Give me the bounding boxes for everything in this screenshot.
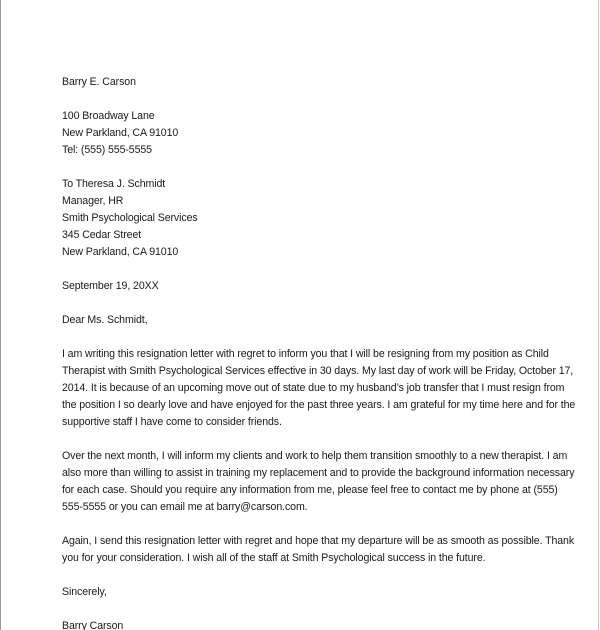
sender-address-line2: New Parkland, CA 91010: [62, 127, 179, 139]
spacer: [62, 431, 532, 448]
paragraph-line: Again, I send this resignation letter with regret and hope that my departure will be as smooth as possible. Thank: [62, 535, 575, 547]
salutation: Dear Ms. Schmidt,: [62, 314, 148, 326]
paragraph-line: also more than willing to assist in training my replacement and to provide the background information necessary: [62, 467, 575, 479]
paragraph-line: the position I so dearly love and have enjoyed for the past three years. I am grateful for my time here and for the: [62, 399, 576, 411]
spacer: [62, 329, 532, 346]
paragraph-line: you for your consideration. I wish all of the staff at Smith Psychological success in the future.: [62, 552, 486, 564]
spacer: [62, 91, 532, 108]
sender-name: Barry E. Carson: [62, 76, 136, 88]
body-paragraph-3: [62, 533, 575, 567]
paragraph-line: 2014. It is because of an upcoming move out of state due to my husband’s job transfer that I must resign from: [62, 382, 565, 394]
recipient-address-line2: New Parkland, CA 91010: [62, 246, 179, 258]
body-paragraph-1: [62, 346, 576, 431]
recipient-title: Manager, HR: [62, 195, 124, 207]
spacer: [62, 261, 532, 278]
sender-address-line1: 100 Broadway Lane: [62, 110, 155, 122]
closing: Sincerely,: [62, 586, 107, 598]
signature-name: Barry Carson: [62, 620, 124, 630]
paragraph-line: I am writing this resignation letter with regret to inform you that I will be resigning from my position as Child: [62, 348, 549, 360]
paragraph-line: for each case. Should you require any information from me, please feel free to contact me by phone at (555): [62, 484, 558, 496]
letter-body: [62, 74, 576, 630]
spacer: [62, 516, 532, 533]
paragraph-line: 555-5555 or you can email me at barry@carson.com.: [62, 501, 308, 513]
spacer: [62, 567, 532, 584]
spacer: [62, 601, 532, 618]
recipient-company: Smith Psychological Services: [62, 212, 198, 224]
spacer: [62, 295, 532, 312]
letter-date: September 19, 20XX: [62, 280, 159, 292]
sender-phone: Tel: (555) 555-5555: [62, 144, 152, 156]
paragraph-line: Over the next month, I will inform my clients and work to help them transition smoothly to a new therapist. I am: [62, 450, 568, 462]
page-left-edge: [0, 0, 1, 630]
recipient-name: To Theresa J. Schmidt: [62, 178, 166, 190]
paragraph-line: Therapist with Smith Psychological Services effective in 30 days. My last day of work will be Friday, October 17,: [62, 365, 574, 377]
page-right-edge: [598, 0, 599, 630]
paragraph-line: supportive staff I have come to consider friends.: [62, 416, 282, 428]
recipient-address-line1: 345 Cedar Street: [62, 229, 142, 241]
body-paragraph-2: [62, 448, 575, 516]
spacer: [62, 159, 532, 176]
